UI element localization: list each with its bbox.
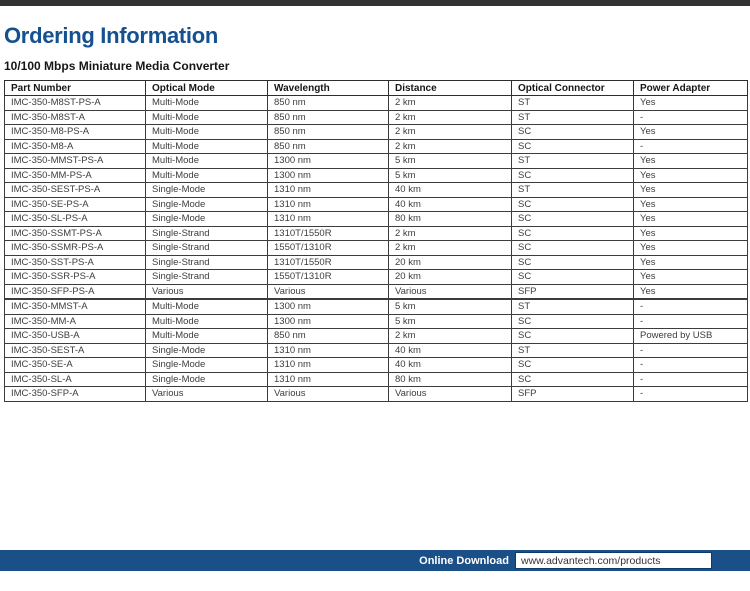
table-cell: Yes <box>634 183 748 198</box>
table-cell: 1550T/1310R <box>268 270 389 285</box>
table-cell: IMC-350-SFP-A <box>5 387 146 402</box>
table-cell: SC <box>512 212 634 227</box>
table-cell: Single-Mode <box>146 358 268 373</box>
table-cell: 1310 nm <box>268 183 389 198</box>
page-title: Ordering Information <box>4 23 219 48</box>
table-row <box>5 197 748 212</box>
table-row <box>5 372 748 387</box>
table-cell: 2 km <box>389 110 512 125</box>
table-row <box>5 96 748 111</box>
table-cell: - <box>634 343 748 358</box>
online-download-label: Online Download <box>419 554 509 567</box>
table-cell: SC <box>512 168 634 183</box>
table-cell: 1300 nm <box>268 299 389 314</box>
table-cell: Yes <box>634 125 748 140</box>
table-cell: - <box>634 299 748 314</box>
table-cell: IMC-350-SL-PS-A <box>5 212 146 227</box>
table-row <box>5 255 748 270</box>
table-cell: Yes <box>634 226 748 241</box>
table-cell: Various <box>146 387 268 402</box>
table-row <box>5 358 748 373</box>
table-cell: Multi-Mode <box>146 139 268 154</box>
table-cell: IMC-350-SSMR-PS-A <box>5 241 146 256</box>
table-cell: 40 km <box>389 183 512 198</box>
table-cell: SC <box>512 270 634 285</box>
table-cell: Single-Strand <box>146 270 268 285</box>
table-cell: - <box>634 358 748 373</box>
table-cell: 40 km <box>389 358 512 373</box>
table-cell: SC <box>512 226 634 241</box>
table-cell: Various <box>268 284 389 299</box>
table-cell: SFP <box>512 284 634 299</box>
table-cell: 1310 nm <box>268 197 389 212</box>
table-cell: Yes <box>634 96 748 111</box>
table-cell: IMC-350-SSMT-PS-A <box>5 226 146 241</box>
table-cell: ST <box>512 183 634 198</box>
table-row <box>5 226 748 241</box>
table-cell: IMC-350-MM-PS-A <box>5 168 146 183</box>
table-row <box>5 183 748 198</box>
table-cell: SC <box>512 358 634 373</box>
table-cell: SC <box>512 329 634 344</box>
table-cell: IMC-350-SL-A <box>5 372 146 387</box>
table-cell: 5 km <box>389 168 512 183</box>
table-cell: 1310 nm <box>268 358 389 373</box>
table-cell: IMC-350-M8ST-PS-A <box>5 96 146 111</box>
table-cell: ST <box>512 110 634 125</box>
table-cell: SC <box>512 314 634 329</box>
column-header-optical-connector: Optical Connector <box>512 81 634 96</box>
footer-bar <box>0 550 750 571</box>
table-cell: 1300 nm <box>268 154 389 169</box>
table-cell: IMC-350-SEST-A <box>5 343 146 358</box>
table-cell: IMC-350-MM-A <box>5 314 146 329</box>
table-cell: 1300 nm <box>268 314 389 329</box>
top-divider-bar <box>0 0 750 6</box>
table-cell: IMC-350-MMST-A <box>5 299 146 314</box>
table-cell: 2 km <box>389 241 512 256</box>
table-cell: SC <box>512 255 634 270</box>
table-cell: Yes <box>634 168 748 183</box>
table-row <box>5 154 748 169</box>
table-cell: 5 km <box>389 299 512 314</box>
table-header-row <box>5 81 748 96</box>
table-cell: Single-Mode <box>146 197 268 212</box>
table-row <box>5 387 748 402</box>
table-cell: IMC-350-M8ST-A <box>5 110 146 125</box>
table-row <box>5 139 748 154</box>
table-cell: Multi-Mode <box>146 96 268 111</box>
table-cell: 40 km <box>389 343 512 358</box>
table-cell: Multi-Mode <box>146 329 268 344</box>
table-cell: 850 nm <box>268 139 389 154</box>
table-row <box>5 314 748 329</box>
table-cell: Single-Mode <box>146 212 268 227</box>
table-cell: 20 km <box>389 255 512 270</box>
table-cell: 1310 nm <box>268 212 389 227</box>
table-cell: IMC-350-SFP-PS-A <box>5 284 146 299</box>
table-row <box>5 270 748 285</box>
table-cell: Yes <box>634 241 748 256</box>
table-cell: Multi-Mode <box>146 299 268 314</box>
ordering-information-table <box>4 80 748 402</box>
table-cell: 1300 nm <box>268 168 389 183</box>
table-cell: Yes <box>634 284 748 299</box>
table-cell: 80 km <box>389 212 512 227</box>
table-cell: Multi-Mode <box>146 154 268 169</box>
table-cell: Yes <box>634 154 748 169</box>
table-cell: Single-Mode <box>146 183 268 198</box>
table-cell: - <box>634 372 748 387</box>
table-cell: 40 km <box>389 197 512 212</box>
table-row <box>5 168 748 183</box>
table-cell: 5 km <box>389 314 512 329</box>
table-cell: SFP <box>512 387 634 402</box>
table-row <box>5 241 748 256</box>
table-row <box>5 110 748 125</box>
table-cell: 2 km <box>389 125 512 140</box>
table-cell: Multi-Mode <box>146 125 268 140</box>
table-cell: IMC-350-MMST-PS-A <box>5 154 146 169</box>
table-cell: 850 nm <box>268 125 389 140</box>
website-url-box[interactable] <box>515 552 712 569</box>
table-cell: IMC-350-USB-A <box>5 329 146 344</box>
table-cell: Multi-Mode <box>146 110 268 125</box>
table-cell: SC <box>512 125 634 140</box>
table-cell: 850 nm <box>268 110 389 125</box>
table-cell: 1550T/1310R <box>268 241 389 256</box>
table-cell: Various <box>146 284 268 299</box>
table-cell: 20 km <box>389 270 512 285</box>
table-cell: 80 km <box>389 372 512 387</box>
table-cell: - <box>634 110 748 125</box>
table-cell: IMC-350-SSR-PS-A <box>5 270 146 285</box>
table-cell: 2 km <box>389 139 512 154</box>
table-row <box>5 212 748 227</box>
table-cell: Various <box>389 284 512 299</box>
table-cell: Powered by USB <box>634 329 748 344</box>
table-cell: Multi-Mode <box>146 168 268 183</box>
table-cell: - <box>634 314 748 329</box>
table-cell: - <box>634 387 748 402</box>
table-cell: 1310 nm <box>268 343 389 358</box>
table-cell: SC <box>512 139 634 154</box>
section-subtitle: 10/100 Mbps Miniature Media Converter <box>4 59 230 73</box>
table-cell: 2 km <box>389 96 512 111</box>
table-cell: Yes <box>634 197 748 212</box>
table-cell: Single-Strand <box>146 241 268 256</box>
table-cell: SC <box>512 197 634 212</box>
table-cell: 2 km <box>389 329 512 344</box>
table-cell: Single-Mode <box>146 372 268 387</box>
table-row <box>5 284 748 299</box>
table-cell: IMC-350-M8-A <box>5 139 146 154</box>
table-row <box>5 329 748 344</box>
website-url[interactable]: www.advantech.com/products <box>521 554 661 567</box>
table-cell: 850 nm <box>268 329 389 344</box>
column-header-part-number: Part Number <box>5 81 146 96</box>
table-cell: IMC-350-SEST-PS-A <box>5 183 146 198</box>
table-cell: IMC-350-M8-PS-A <box>5 125 146 140</box>
table-cell: SC <box>512 372 634 387</box>
table-row <box>5 125 748 140</box>
table-cell: 5 km <box>389 154 512 169</box>
table-cell: Single-Mode <box>146 343 268 358</box>
table-cell: IMC-350-SE-A <box>5 358 146 373</box>
table-cell: 2 km <box>389 226 512 241</box>
table-cell: ST <box>512 96 634 111</box>
table-cell: 1310T/1550R <box>268 255 389 270</box>
table-cell: SC <box>512 241 634 256</box>
table-cell: - <box>634 139 748 154</box>
table-row <box>5 299 748 314</box>
table-cell: Various <box>268 387 389 402</box>
column-header-power-adapter: Power Adapter <box>634 81 748 96</box>
table-cell: IMC-350-SE-PS-A <box>5 197 146 212</box>
table-cell: 1310T/1550R <box>268 226 389 241</box>
table-cell: Yes <box>634 255 748 270</box>
table-cell: Multi-Mode <box>146 314 268 329</box>
table-cell: IMC-350-SST-PS-A <box>5 255 146 270</box>
table-cell: Yes <box>634 270 748 285</box>
table-cell: 1310 nm <box>268 372 389 387</box>
table-cell: Single-Strand <box>146 226 268 241</box>
table-cell: ST <box>512 154 634 169</box>
table-cell: ST <box>512 343 634 358</box>
table-cell: Yes <box>634 212 748 227</box>
column-header-optical-mode: Optical Mode <box>146 81 268 96</box>
column-header-wavelength: Wavelength <box>268 81 389 96</box>
table-cell: Single-Strand <box>146 255 268 270</box>
table-row <box>5 343 748 358</box>
table-cell: ST <box>512 299 634 314</box>
column-header-distance: Distance <box>389 81 512 96</box>
table-cell: Various <box>389 387 512 402</box>
table-cell: 850 nm <box>268 96 389 111</box>
